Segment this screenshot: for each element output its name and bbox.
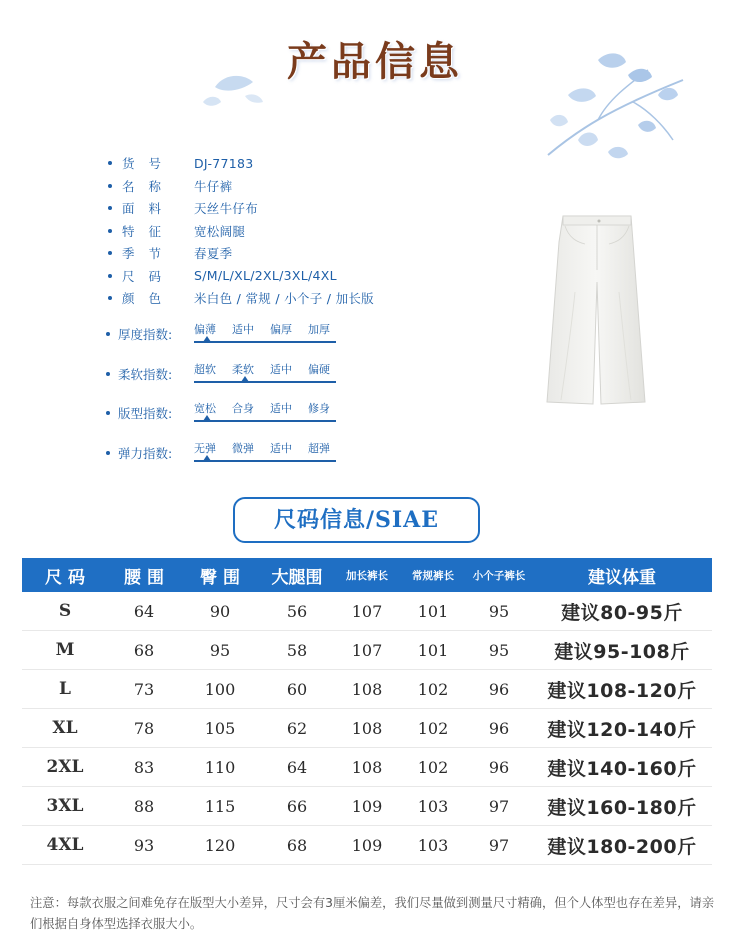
bullet-icon <box>108 161 112 165</box>
size-section-title: 尺码信息/SIAE <box>273 507 440 533</box>
cell-thigh: 60 <box>286 679 308 699</box>
column-header-long-length: 加长裤长 <box>346 569 388 582</box>
cell-size: S <box>58 601 72 621</box>
scale-option: 柔软 <box>232 362 254 376</box>
cell-regular-length: 102 <box>417 718 449 738</box>
bullet-icon <box>106 332 110 336</box>
scale-label-text: 厚度指数: <box>118 327 173 342</box>
bullet-icon <box>108 206 112 210</box>
scale-line <box>194 460 336 462</box>
cell-petite-length: 96 <box>488 718 510 738</box>
cell-size: 3XL <box>46 796 84 816</box>
cell-weight: 建议108-120斤 <box>547 679 697 702</box>
cell-regular-length: 102 <box>417 757 449 777</box>
info-row-sizes <box>108 265 374 288</box>
table-row <box>22 787 712 826</box>
scale-option: 加厚 <box>308 323 330 336</box>
info-value: 牛仔裤 <box>194 178 233 194</box>
cell-weight: 建议95-108斤 <box>554 640 690 663</box>
scale-marker-icon <box>241 376 249 382</box>
info-label: 尺码 <box>122 268 176 284</box>
scale-row-elasticity <box>106 437 336 477</box>
cell-weight: 建议160-180斤 <box>547 796 697 819</box>
cell-hip: 90 <box>209 601 231 621</box>
cell-thigh: 62 <box>286 718 308 738</box>
cell-size: 4XL <box>46 835 84 855</box>
info-row-color <box>108 287 374 310</box>
cell-petite-length: 97 <box>488 796 510 816</box>
page-title <box>0 30 750 87</box>
cell-petite-length: 95 <box>488 601 510 621</box>
product-info-list <box>108 152 374 310</box>
cell-regular-length: 103 <box>417 835 449 855</box>
scale-option: 超软 <box>194 362 216 376</box>
column-header-petite-length: 小个子裤长 <box>472 569 526 582</box>
cell-long-length: 108 <box>351 718 383 738</box>
cell-size: XL <box>52 718 78 738</box>
cell-long-length: 107 <box>351 640 383 660</box>
scale-label-text: 版型指数: <box>118 406 173 421</box>
cell-long-length: 107 <box>351 601 383 621</box>
cell-waist: 68 <box>133 640 155 660</box>
info-label: 季节 <box>122 246 176 262</box>
cell-thigh: 68 <box>286 835 308 855</box>
cell-size: L <box>59 679 71 699</box>
cell-long-length: 108 <box>351 757 383 777</box>
info-value: S/M/L/XL/2XL/3XL/4XL <box>194 268 337 284</box>
scale-row-softness <box>106 358 336 398</box>
scale-marker-icon <box>203 455 211 461</box>
table-body <box>22 592 712 865</box>
cell-thigh: 56 <box>286 601 308 621</box>
scale-option: 微弹 <box>232 441 254 455</box>
cell-waist: 64 <box>133 601 155 621</box>
column-header-thigh: 大腿围 <box>271 567 323 588</box>
scale-option: 修身 <box>308 402 330 415</box>
table-row <box>22 670 712 709</box>
info-row-season <box>108 242 374 265</box>
cell-weight: 建议80-95斤 <box>561 601 683 624</box>
cell-hip: 100 <box>204 679 236 699</box>
cell-long-length: 108 <box>351 679 383 699</box>
table-row <box>22 826 712 865</box>
column-header-weight: 建议体重 <box>588 567 656 588</box>
scale-option: 适中 <box>232 323 254 336</box>
cell-hip: 95 <box>209 640 231 660</box>
cell-hip: 105 <box>204 718 236 738</box>
info-value: DJ-77183 <box>194 155 254 171</box>
cell-waist: 83 <box>133 757 155 777</box>
scale-option: 适中 <box>270 362 292 376</box>
cell-weight: 建议120-140斤 <box>547 718 697 741</box>
cell-waist: 93 <box>133 835 155 855</box>
bullet-icon <box>106 411 110 415</box>
bullet-icon <box>108 274 112 278</box>
cell-regular-length: 103 <box>417 796 449 816</box>
size-section-header <box>233 497 480 543</box>
size-note: 注意：每款衣服之间难免存在版型大小差异，尺寸会有3厘米偏差，我们尽量做到测量尺寸精确，但个人体型也存在差异，请亲们根据自身体型选择衣服大小。 <box>30 896 715 931</box>
cell-waist: 73 <box>133 679 155 699</box>
scale-row-fit <box>106 397 336 437</box>
cell-petite-length: 95 <box>488 640 510 660</box>
info-label: 货号 <box>122 156 176 172</box>
cell-petite-length: 96 <box>488 679 510 699</box>
scale-label <box>106 437 194 462</box>
scale-track <box>194 437 336 467</box>
cell-petite-length: 97 <box>488 835 510 855</box>
scale-option: 超弹 <box>308 441 330 455</box>
bullet-icon <box>108 296 112 300</box>
info-value: 米白色 / 常规 / 小个子 / 加长版 <box>194 291 374 307</box>
table-row <box>22 631 712 670</box>
info-row-feature <box>108 220 374 243</box>
info-value: 宽松阔腿 <box>194 223 246 239</box>
info-row-name <box>108 175 374 198</box>
scale-row-thickness <box>106 318 336 358</box>
cell-size: M <box>55 640 75 660</box>
cell-petite-length: 96 <box>488 757 510 777</box>
cell-regular-length: 102 <box>417 679 449 699</box>
scale-option: 偏厚 <box>270 323 292 336</box>
cell-waist: 88 <box>133 796 155 816</box>
column-header-size: 尺 码 <box>45 567 85 588</box>
size-table <box>22 558 712 865</box>
table-header-row <box>22 558 712 592</box>
info-label: 特征 <box>122 223 176 239</box>
column-header-regular-length: 常规裤长 <box>412 569 454 582</box>
scale-option: 适中 <box>270 441 292 455</box>
scale-label-text: 柔软指数: <box>118 366 173 382</box>
scale-track <box>194 318 336 348</box>
info-label: 面料 <box>122 201 176 217</box>
cell-waist: 78 <box>133 718 155 738</box>
scale-option: 适中 <box>270 402 292 415</box>
info-row-fabric <box>108 197 374 220</box>
scale-track <box>194 358 336 388</box>
info-label: 颜色 <box>122 291 176 307</box>
scale-option: 合身 <box>232 402 254 415</box>
cell-thigh: 64 <box>286 757 308 777</box>
scale-option: 偏薄 <box>194 323 216 336</box>
column-header-waist: 腰 围 <box>124 567 164 588</box>
scale-option: 宽松 <box>194 402 216 415</box>
scale-marker-icon <box>203 336 211 342</box>
cell-long-length: 109 <box>351 796 383 816</box>
index-scales <box>106 318 336 476</box>
info-value: 天丝牛仔布 <box>194 201 259 217</box>
bullet-icon <box>106 451 110 455</box>
scale-label <box>106 397 194 422</box>
info-value: 春夏季 <box>194 246 233 262</box>
bullet-icon <box>108 229 112 233</box>
scale-label-text: 弹力指数: <box>118 445 173 461</box>
cell-size: 2XL <box>46 757 84 777</box>
cell-regular-length: 101 <box>417 601 449 621</box>
cell-thigh: 66 <box>286 796 308 816</box>
scale-line <box>194 341 336 343</box>
pants-image <box>535 212 655 408</box>
scale-marker-icon <box>203 415 211 421</box>
cell-regular-length: 101 <box>417 640 449 660</box>
cell-weight: 建议180-200斤 <box>547 835 697 858</box>
table-row <box>22 709 712 748</box>
info-row-item-number <box>108 152 374 175</box>
cell-hip: 115 <box>204 796 236 816</box>
bullet-icon <box>108 251 112 255</box>
scale-line <box>194 420 336 422</box>
column-header-hip: 臀 围 <box>200 567 240 588</box>
bullet-icon <box>108 184 112 188</box>
table-row <box>22 748 712 787</box>
cell-weight: 建议140-160斤 <box>547 757 697 780</box>
cell-hip: 120 <box>204 835 236 855</box>
scale-label <box>106 318 194 343</box>
scale-option: 偏硬 <box>308 362 330 376</box>
info-label: 名称 <box>122 178 176 194</box>
title-text: 产品信息 <box>287 39 463 85</box>
cell-thigh: 58 <box>286 640 308 660</box>
scale-label <box>106 358 194 383</box>
cell-hip: 110 <box>204 757 236 777</box>
scale-option: 无弹 <box>194 441 216 455</box>
cell-long-length: 109 <box>351 835 383 855</box>
scale-line <box>194 381 336 383</box>
bullet-icon <box>106 372 110 376</box>
table-row <box>22 592 712 631</box>
scale-track <box>194 397 336 427</box>
